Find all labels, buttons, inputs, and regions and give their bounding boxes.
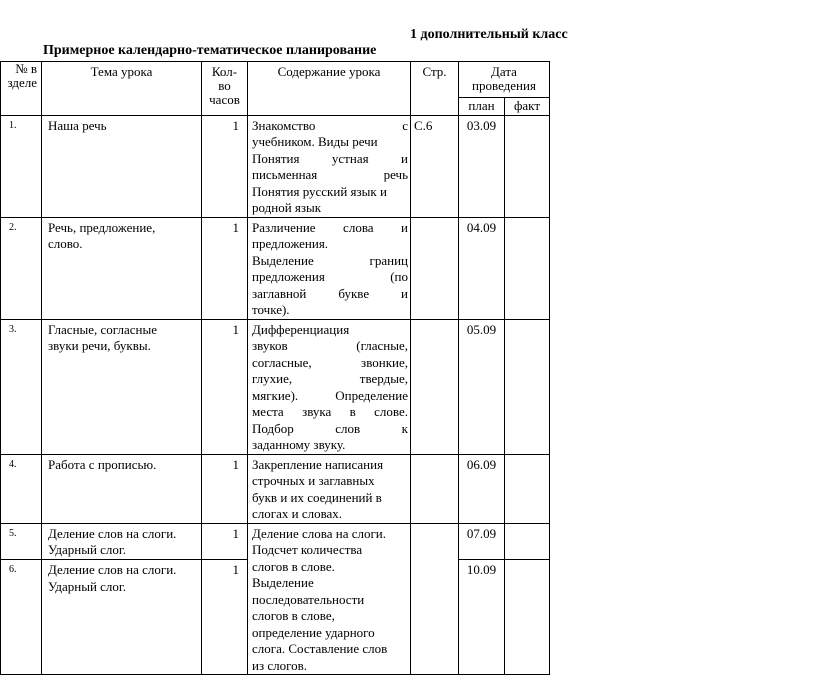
row-number: 4. [1, 454, 42, 523]
header-plan: план [459, 98, 505, 116]
row-topic: Деление слов на слоги. Ударный слог. [42, 560, 202, 675]
row-topic: Наша речь [42, 115, 202, 217]
header-fact: факт [505, 98, 550, 116]
table-row [1, 454, 550, 523]
row-plan-date: 05.09 [459, 319, 505, 454]
row-page [411, 523, 459, 675]
row-page [411, 454, 459, 523]
row-number: 3. [1, 319, 42, 454]
row-topic: Деление слов на слоги. Ударный слог. [42, 523, 202, 560]
row-number: 5. [1, 523, 42, 560]
row-content: Знакомство с учебником. Виды речи Понятия устная и письменная речь Понятия русский язык и родной язык [248, 115, 411, 217]
row-plan-date: 04.09 [459, 217, 505, 319]
title-text: Примерное календарно-тематическое планирование [43, 43, 377, 58]
row-page: С.6 [411, 115, 459, 217]
row-count: 1 [202, 217, 248, 319]
row-plan-date: 10.09 [459, 560, 505, 675]
class-label: 1 дополнительный класс [410, 27, 568, 42]
row-count: 1 [202, 523, 248, 560]
header-topic: Тема урока [42, 62, 202, 116]
row-topic: Работа с прописью. [42, 454, 202, 523]
row-count: 1 [202, 560, 248, 675]
row-number: 2. [1, 217, 42, 319]
row-content: Различение слова и предложения. Выделение границ предложения (по заглавной букве и точке). [248, 217, 411, 319]
row-page [411, 217, 459, 319]
row-fact-date [505, 217, 550, 319]
table-row [1, 115, 550, 217]
row-fact-date [505, 523, 550, 560]
row-fact-date [505, 454, 550, 523]
header-page: Стр. [411, 62, 459, 116]
row-plan-date: 06.09 [459, 454, 505, 523]
row-plan-date: 03.09 [459, 115, 505, 217]
header-num: № в зделе [1, 62, 42, 116]
row-topic: Речь, предложение, слово. [42, 217, 202, 319]
row-content: Закрепление написания строчных и заглавных букв и их соединений в слогах и словах. [248, 454, 411, 523]
row-number: 1. [1, 115, 42, 217]
row-fact-date [505, 115, 550, 217]
table-row [1, 523, 550, 560]
row-content: Деление слова на слоги. Подсчет количества слогов в слове. Выделение последовательности слогов в слове, определение ударного слога. Составление слов из слогов. [248, 523, 411, 675]
row-count: 1 [202, 115, 248, 217]
header-count: Кол- во часов [202, 62, 248, 116]
row-page [411, 319, 459, 454]
row-fact-date [505, 560, 550, 675]
row-fact-date [505, 319, 550, 454]
row-topic: Гласные, согласные звуки речи, буквы. [42, 319, 202, 454]
header-date: Дата проведения [459, 62, 550, 98]
header-content: Содержание урока [248, 62, 411, 116]
row-plan-date: 07.09 [459, 523, 505, 560]
schedule-table [0, 61, 550, 675]
row-content: Дифференциация звуков (гласные, согласные, звонкие, глухие, твердые, мягкие). Определение места звука в слове. Подбор слов к заданному звуку. [248, 319, 411, 454]
row-count: 1 [202, 319, 248, 454]
row-count: 1 [202, 454, 248, 523]
table-row [1, 217, 550, 319]
table-row [1, 319, 550, 454]
row-number: 6. [1, 560, 42, 675]
